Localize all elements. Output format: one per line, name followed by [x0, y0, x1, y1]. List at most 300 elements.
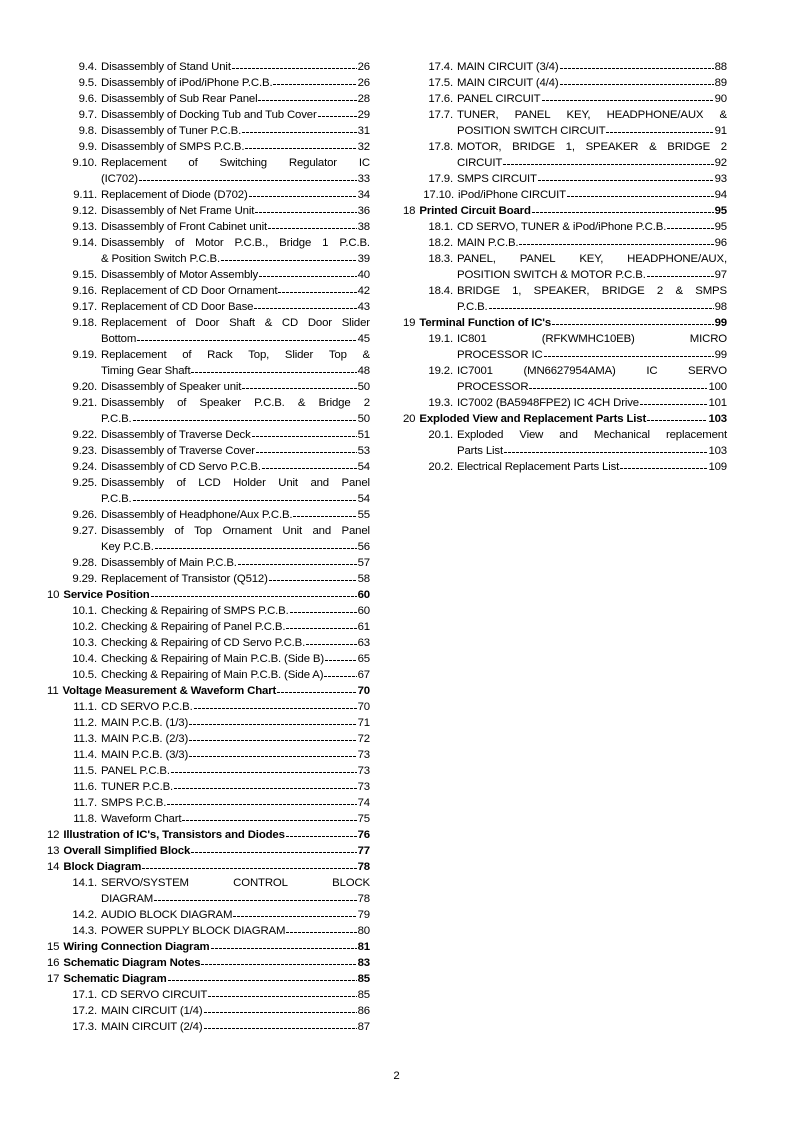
- toc-leader-dots: [221, 251, 357, 267]
- toc-entry-title: Disassembly of Front Cabinet unit: [101, 221, 267, 233]
- toc-entry-line: [101, 171, 370, 187]
- toc-subsection-entry: [47, 1003, 370, 1019]
- toc-entry-number: 17.3.: [72, 1021, 97, 1033]
- toc-entry-line: [457, 171, 727, 187]
- toc-section-entry: [403, 203, 727, 219]
- toc-leader-dots: [204, 1003, 357, 1019]
- toc-leader-dots: [560, 59, 714, 75]
- toc-leader-dots: [167, 795, 356, 811]
- toc-entry-body: [457, 139, 727, 171]
- toc-entry-body: [457, 251, 727, 283]
- toc-entry-line: [101, 379, 370, 395]
- toc-subsection-entry: [47, 427, 370, 443]
- toc-entry-number: 13: [47, 845, 60, 857]
- toc-entry-title: Disassembly of Headphone/Aux P.C.B.: [101, 509, 293, 521]
- toc-leader-dots: [254, 299, 356, 315]
- toc-entry-title: Parts List: [457, 445, 503, 457]
- toc-entry-number: 17.7.: [428, 109, 453, 121]
- toc-leader-dots: [242, 123, 357, 139]
- toc-subsection-entry: [47, 347, 370, 379]
- toc-subsection-entry: [47, 603, 370, 619]
- toc-subsection-entry: [47, 875, 370, 907]
- toc-entry-body: [101, 219, 370, 235]
- toc-entry-body: [101, 507, 370, 523]
- toc-entry-line: [101, 539, 370, 555]
- toc-page-number: 54: [357, 461, 370, 473]
- toc-entry-line: [457, 219, 727, 235]
- toc-entry-line: [101, 267, 370, 283]
- toc-subsection-entry: [403, 395, 727, 411]
- toc-entry-body: [101, 715, 370, 731]
- toc-entry-number: 9.18.: [72, 317, 97, 329]
- toc-page-number: 72: [357, 733, 370, 745]
- toc-entry-title: SMPS P.C.B.: [101, 797, 167, 809]
- toc-entry-title: Timing Gear Shaft: [101, 365, 191, 377]
- toc-page-number: 76: [357, 829, 370, 841]
- toc-leader-dots: [269, 571, 357, 587]
- toc-entry-line: [101, 891, 370, 907]
- toc-entry-body: [101, 459, 370, 475]
- toc-entry-body: [101, 379, 370, 395]
- toc-page-number: 93: [714, 173, 727, 185]
- toc-entry-body: [101, 475, 370, 507]
- toc-leader-dots: [245, 139, 356, 155]
- toc-leader-dots: [174, 779, 357, 795]
- toc-page-number: 73: [357, 765, 370, 777]
- toc-entry-title: Disassembly of Traverse Cover: [101, 445, 255, 457]
- toc-entry-line: [457, 139, 727, 155]
- toc-leader-dots: [544, 347, 714, 363]
- toc-subsection-entry: [47, 651, 370, 667]
- toc-entry-line: [101, 811, 370, 827]
- toc-entry-number: 11.3.: [73, 733, 97, 745]
- toc-subsection-entry: [47, 123, 370, 139]
- toc-leader-dots: [256, 443, 357, 459]
- toc-entry-line: [101, 1019, 370, 1035]
- toc-entry-title: MAIN P.C.B. (2/3): [101, 733, 189, 745]
- toc-page-number: 81: [357, 941, 370, 953]
- toc-page-number: 86: [357, 1005, 370, 1017]
- toc-entry-line: [457, 91, 727, 107]
- toc-subsection-entry: [47, 523, 370, 555]
- toc-entry-line: [101, 107, 370, 123]
- toc-page-number: 33: [357, 173, 370, 185]
- toc-page-number: 29: [357, 109, 370, 121]
- toc-leader-dots: [489, 299, 714, 315]
- toc-entry-title: MAIN CIRCUIT (1/4): [101, 1005, 203, 1017]
- toc-entry-number: 10.5.: [72, 669, 97, 681]
- toc-entry-body: [457, 75, 727, 91]
- toc-entry-number: 9.9.: [78, 141, 97, 153]
- toc-page-number: 60: [357, 605, 370, 617]
- toc-entry-body: [101, 443, 370, 459]
- toc-entry-title: MAIN P.C.B. (3/3): [101, 749, 189, 761]
- toc-entry-title: Disassembly of Top Ornament Unit and Panel: [101, 525, 370, 537]
- toc-entry-number: 20.2.: [428, 461, 453, 473]
- toc-entry-body: [457, 107, 727, 139]
- toc-subsection-entry: [403, 427, 727, 459]
- toc-page-number: 61: [357, 621, 370, 633]
- toc-entry-body: [101, 811, 370, 827]
- toc-entry-title: DIAGRAM: [101, 893, 154, 905]
- toc-entry-number: 11.4.: [73, 749, 97, 761]
- toc-entry-title: Block Diagram: [63, 861, 142, 873]
- toc-entry-line: [101, 459, 370, 475]
- toc-entry-title: Replacement of Transistor (Q512): [101, 573, 268, 585]
- toc-leader-dots: [286, 923, 356, 939]
- toc-page-number: 42: [357, 285, 370, 297]
- toc-right-column: [403, 59, 727, 475]
- toc-entry-number: 9.20.: [72, 381, 97, 393]
- toc-entry-body: [101, 763, 370, 779]
- toc-left-column: [47, 59, 370, 1035]
- toc-page-number: 94: [714, 189, 727, 201]
- toc-leader-dots: [640, 395, 707, 411]
- toc-leader-dots: [133, 411, 357, 427]
- toc-subsection-entry: [47, 283, 370, 299]
- toc-subsection-entry: [47, 635, 370, 651]
- toc-page-number: 109: [708, 461, 727, 473]
- toc-entry-body: [101, 59, 370, 75]
- toc-section-entry: [47, 859, 370, 875]
- toc-entry-line: [63, 827, 370, 843]
- toc-leader-dots: [151, 587, 357, 603]
- toc-entry-number: 11.8.: [73, 813, 97, 825]
- toc-entry-line: [101, 299, 370, 315]
- toc-entry-line: [101, 411, 370, 427]
- toc-entry-body: [101, 747, 370, 763]
- toc-leader-dots: [154, 891, 357, 907]
- toc-subsection-entry: [47, 219, 370, 235]
- toc-entry-title: Disassembly of Traverse Deck: [101, 429, 251, 441]
- toc-subsection-entry: [403, 251, 727, 283]
- toc-entry-title: Bottom: [101, 333, 137, 345]
- toc-entry-title: Schematic Diagram Notes: [63, 957, 201, 969]
- toc-leader-dots: [647, 411, 707, 427]
- toc-entry-number: 18.1.: [428, 221, 453, 233]
- toc-entry-line: [63, 859, 370, 875]
- toc-subsection-entry: [47, 763, 370, 779]
- toc-entry-title: IC7002 (BA5948FPE2) IC 4CH Drive: [457, 397, 639, 409]
- toc-entry-number: 17.8.: [428, 141, 453, 153]
- toc-entry-body: [101, 619, 370, 635]
- toc-entry-line: [457, 395, 727, 411]
- toc-entry-body: [101, 923, 370, 939]
- toc-entry-line: [101, 123, 370, 139]
- toc-entry-title: Disassembly of Tuner P.C.B.: [101, 125, 242, 137]
- toc-leader-dots: [529, 379, 707, 395]
- toc-entry-line: [101, 219, 370, 235]
- toc-entry-number: 9.6.: [78, 93, 97, 105]
- toc-entry-title: Disassembly of Docking Tub and Tub Cover: [101, 109, 317, 121]
- toc-entry-body: [457, 219, 727, 235]
- toc-leader-dots: [324, 667, 356, 683]
- toc-entry-number: 19.1.: [428, 333, 453, 345]
- toc-entry-title: POWER SUPPLY BLOCK DIAGRAM: [101, 925, 286, 937]
- toc-subsection-entry: [47, 443, 370, 459]
- toc-section-entry: [47, 827, 370, 843]
- toc-entry-title: PROCESSOR: [457, 381, 529, 393]
- toc-entry-title: Waveform Chart: [101, 813, 182, 825]
- toc-entry-number: 16: [47, 957, 60, 969]
- toc-entry-line: [63, 971, 370, 987]
- toc-entry-number: 9.21.: [72, 397, 97, 409]
- toc-entry-line: [101, 475, 370, 491]
- toc-leader-dots: [252, 427, 357, 443]
- toc-entry-line: [419, 315, 727, 331]
- toc-entry-line: [457, 459, 727, 475]
- toc-section-entry: [403, 315, 727, 331]
- toc-entry-title: Disassembly of LCD Holder Unit and Panel: [101, 477, 370, 489]
- toc-page-number: 54: [357, 493, 370, 505]
- toc-entry-number: 20.1.: [428, 429, 453, 441]
- toc-page-number: 70: [357, 701, 370, 713]
- toc-entry-body: [457, 91, 727, 107]
- toc-leader-dots: [667, 219, 713, 235]
- toc-entry-line: [101, 203, 370, 219]
- toc-entry-line: [101, 619, 370, 635]
- toc-entry-title: Service Position: [63, 589, 150, 601]
- toc-entry-number: 11: [47, 685, 59, 697]
- toc-entry-body: [101, 603, 370, 619]
- toc-entry-line: [101, 779, 370, 795]
- toc-subsection-entry: [403, 459, 727, 475]
- toc-entry-number: 9.7.: [78, 109, 97, 121]
- toc-entry-body: [101, 347, 370, 379]
- toc-leader-dots: [142, 859, 356, 875]
- toc-entry-body: [101, 651, 370, 667]
- toc-subsection-entry: [47, 459, 370, 475]
- toc-entry-number: 11.2.: [73, 717, 97, 729]
- toc-subsection-entry: [47, 619, 370, 635]
- toc-leader-dots: [503, 155, 713, 171]
- toc-entry-line: [101, 395, 370, 411]
- toc-subsection-entry: [403, 331, 727, 363]
- toc-entry-number: 17.9.: [428, 173, 453, 185]
- toc-entry-title: Disassembly of SMPS P.C.B.: [101, 141, 245, 153]
- toc-page-number: 53: [357, 445, 370, 457]
- toc-entry-title: Checking & Repairing of CD Servo P.C.B.: [101, 637, 306, 649]
- toc-entry-number: 18.4.: [428, 285, 453, 297]
- toc-page-number: 50: [357, 381, 370, 393]
- toc-entry-number: 9.23.: [72, 445, 97, 457]
- toc-entry-title: Replacement of CD Door Ornament: [101, 285, 278, 297]
- toc-leader-dots: [155, 539, 357, 555]
- toc-page-number: 90: [714, 93, 727, 105]
- toc-entry-body: [457, 363, 727, 395]
- toc-section-entry: [47, 955, 370, 971]
- toc-page-number: 26: [357, 77, 370, 89]
- toc-entry-number: 10.3.: [72, 637, 97, 649]
- toc-entry-number: 11.7.: [73, 797, 97, 809]
- toc-subsection-entry: [47, 571, 370, 587]
- toc-subsection-entry: [47, 1019, 370, 1035]
- toc-subsection-entry: [403, 107, 727, 139]
- toc-page-number: 50: [357, 413, 370, 425]
- toc-entry-body: [63, 683, 370, 699]
- toc-leader-dots: [208, 987, 356, 1003]
- toc-entry-title: Printed Circuit Board: [419, 205, 531, 217]
- toc-entry-number: 20: [403, 413, 416, 425]
- toc-entry-title: Disassembly of Speaker P.C.B. & Bridge 2: [101, 397, 370, 409]
- toc-page-number: 39: [357, 253, 370, 265]
- toc-page-number: 73: [357, 749, 370, 761]
- toc-subsection-entry: [47, 267, 370, 283]
- toc-entry-title: Disassembly of CD Servo P.C.B.: [101, 461, 261, 473]
- toc-entry-title: Disassembly of Net Frame Unit: [101, 205, 255, 217]
- toc-page-number: 80: [357, 925, 370, 937]
- toc-page-number: 97: [714, 269, 727, 281]
- toc-entry-number: 18.2.: [428, 237, 453, 249]
- toc-leader-dots: [306, 635, 356, 651]
- toc-subsection-entry: [47, 299, 370, 315]
- toc-entry-number: 10.2.: [72, 621, 97, 633]
- toc-entry-body: [457, 427, 727, 459]
- toc-entry-body: [101, 635, 370, 651]
- toc-subsection-entry: [403, 59, 727, 75]
- toc-entry-body: [457, 459, 727, 475]
- toc-entry-number: 9.29.: [72, 573, 97, 585]
- toc-entry-title: MAIN P.C.B. (1/3): [101, 717, 189, 729]
- toc-entry-line: [101, 635, 370, 651]
- toc-page-number: 51: [357, 429, 370, 441]
- toc-entry-line: [101, 1003, 370, 1019]
- toc-entry-title: Disassembly of Main P.C.B.: [101, 557, 237, 569]
- toc-entry-title: Electrical Replacement Parts List: [457, 461, 620, 473]
- toc-entry-number: 9.14.: [72, 237, 97, 249]
- toc-entry-title: MAIN CIRCUIT (4/4): [457, 77, 559, 89]
- toc-entry-title: Key P.C.B.: [101, 541, 154, 553]
- toc-entry-number: 11.6.: [73, 781, 97, 793]
- toc-page-number: 32: [357, 141, 370, 153]
- toc-entry-title: Checking & Repairing of Main P.C.B. (Side B): [101, 653, 325, 665]
- toc-entry-body: [101, 107, 370, 123]
- toc-page-number: 85: [357, 973, 370, 985]
- toc-entry-number: 14.3.: [72, 925, 97, 937]
- toc-entry-line: [101, 347, 370, 363]
- toc-entry-line: [101, 91, 370, 107]
- toc-page-number: 89: [714, 77, 727, 89]
- toc-leader-dots: [552, 315, 714, 331]
- toc-entry-number: 9.5.: [78, 77, 97, 89]
- toc-subsection-entry: [47, 779, 370, 795]
- toc-entry-line: [457, 251, 727, 267]
- toc-entry-line: [101, 283, 370, 299]
- toc-subsection-entry: [403, 171, 727, 187]
- toc-page-number: 85: [357, 989, 370, 1001]
- toc-entry-body: [101, 1019, 370, 1035]
- toc-entry-title: PANEL CIRCUIT: [457, 93, 541, 105]
- toc-entry-title: Replacement of CD Door Base: [101, 301, 254, 313]
- toc-entry-title: TUNER P.C.B.: [101, 781, 174, 793]
- toc-entry-title: P.C.B.: [101, 413, 132, 425]
- toc-entry-body: [101, 427, 370, 443]
- toc-page-number: 75: [357, 813, 370, 825]
- toc-entry-line: [457, 379, 727, 395]
- toc-entry-line: [101, 795, 370, 811]
- toc-entry-body: [419, 411, 727, 427]
- toc-leader-dots: [242, 379, 356, 395]
- toc-entry-number: 9.25.: [72, 477, 97, 489]
- toc-page-number: 88: [714, 61, 727, 73]
- toc-entry-title: MOTOR, BRIDGE 1, SPEAKER & BRIDGE 2: [457, 141, 727, 153]
- toc-entry-line: [101, 331, 370, 347]
- toc-entry-body: [457, 235, 727, 251]
- toc-entry-body: [101, 91, 370, 107]
- toc-entry-line: [101, 923, 370, 939]
- toc-leader-dots: [325, 651, 357, 667]
- toc-subsection-entry: [47, 59, 370, 75]
- toc-leader-dots: [201, 955, 356, 971]
- toc-page-number: 63: [357, 637, 370, 649]
- toc-page-number: 78: [357, 861, 370, 873]
- toc-subsection-entry: [47, 315, 370, 347]
- toc-entry-line: [101, 155, 370, 171]
- toc-entry-body: [457, 331, 727, 363]
- toc-entry-body: [101, 139, 370, 155]
- toc-page-number: 95: [714, 205, 727, 217]
- toc-subsection-entry: [403, 75, 727, 91]
- toc-entry-title: Replacement of Switching Regulator IC: [101, 157, 370, 169]
- toc-entry-title: MAIN CIRCUIT (2/4): [101, 1021, 203, 1033]
- toc-entry-title: & Position Switch P.C.B.: [101, 253, 221, 265]
- toc-entry-number: 14.1.: [72, 877, 97, 889]
- toc-leader-dots: [137, 331, 356, 347]
- toc-entry-line: [457, 443, 727, 459]
- toc-page-number: 74: [357, 797, 370, 809]
- toc-leader-dots: [232, 59, 357, 75]
- toc-entry-title: Exploded View and Replacement Parts List: [419, 413, 647, 425]
- toc-leader-dots: [189, 731, 357, 747]
- toc-entry-title: Checking & Repairing of Main P.C.B. (Side A): [101, 669, 324, 681]
- toc-entry-number: 19.2.: [428, 365, 453, 377]
- toc-subsection-entry: [47, 731, 370, 747]
- toc-entry-title: Illustration of IC's, Transistors and Diodes: [63, 829, 285, 841]
- toc-page-number: 87: [357, 1021, 370, 1033]
- toc-page-number: 103: [708, 413, 727, 425]
- toc-entry-number: 11.1.: [73, 701, 97, 713]
- toc-entry-number: 17.6.: [428, 93, 453, 105]
- toc-entry-number: 17.2.: [72, 1005, 97, 1017]
- toc-entry-body: [101, 667, 370, 683]
- toc-page-number: 73: [357, 781, 370, 793]
- toc-page-number: 67: [357, 669, 370, 681]
- toc-entry-line: [101, 235, 370, 251]
- toc-entry-title: Checking & Repairing of Panel P.C.B.: [101, 621, 286, 633]
- toc-entry-title: SMPS CIRCUIT: [457, 173, 537, 185]
- toc-entry-line: [101, 59, 370, 75]
- toc-entry-line: [101, 715, 370, 731]
- toc-entry-title: CD SERVO P.C.B.: [101, 701, 193, 713]
- toc-entry-line: [101, 571, 370, 587]
- toc-subsection-entry: [47, 907, 370, 923]
- toc-entry-body: [101, 75, 370, 91]
- toc-entry-line: [101, 747, 370, 763]
- toc-entry-title: P.C.B.: [101, 493, 132, 505]
- toc-entry-number: 17.1.: [72, 989, 97, 1001]
- toc-entry-body: [101, 123, 370, 139]
- toc-subsection-entry: [403, 283, 727, 315]
- toc-entry-title: PANEL P.C.B.: [101, 765, 170, 777]
- toc-entry-number: 12: [47, 829, 60, 841]
- toc-page-number: 70: [357, 685, 370, 697]
- toc-subsection-entry: [403, 139, 727, 171]
- toc-entry-number: 9.22.: [72, 429, 97, 441]
- toc-entry-title: Wiring Connection Diagram: [63, 941, 210, 953]
- toc-leader-dots: [504, 443, 707, 459]
- toc-entry-line: [101, 443, 370, 459]
- toc-section-entry: [47, 939, 370, 955]
